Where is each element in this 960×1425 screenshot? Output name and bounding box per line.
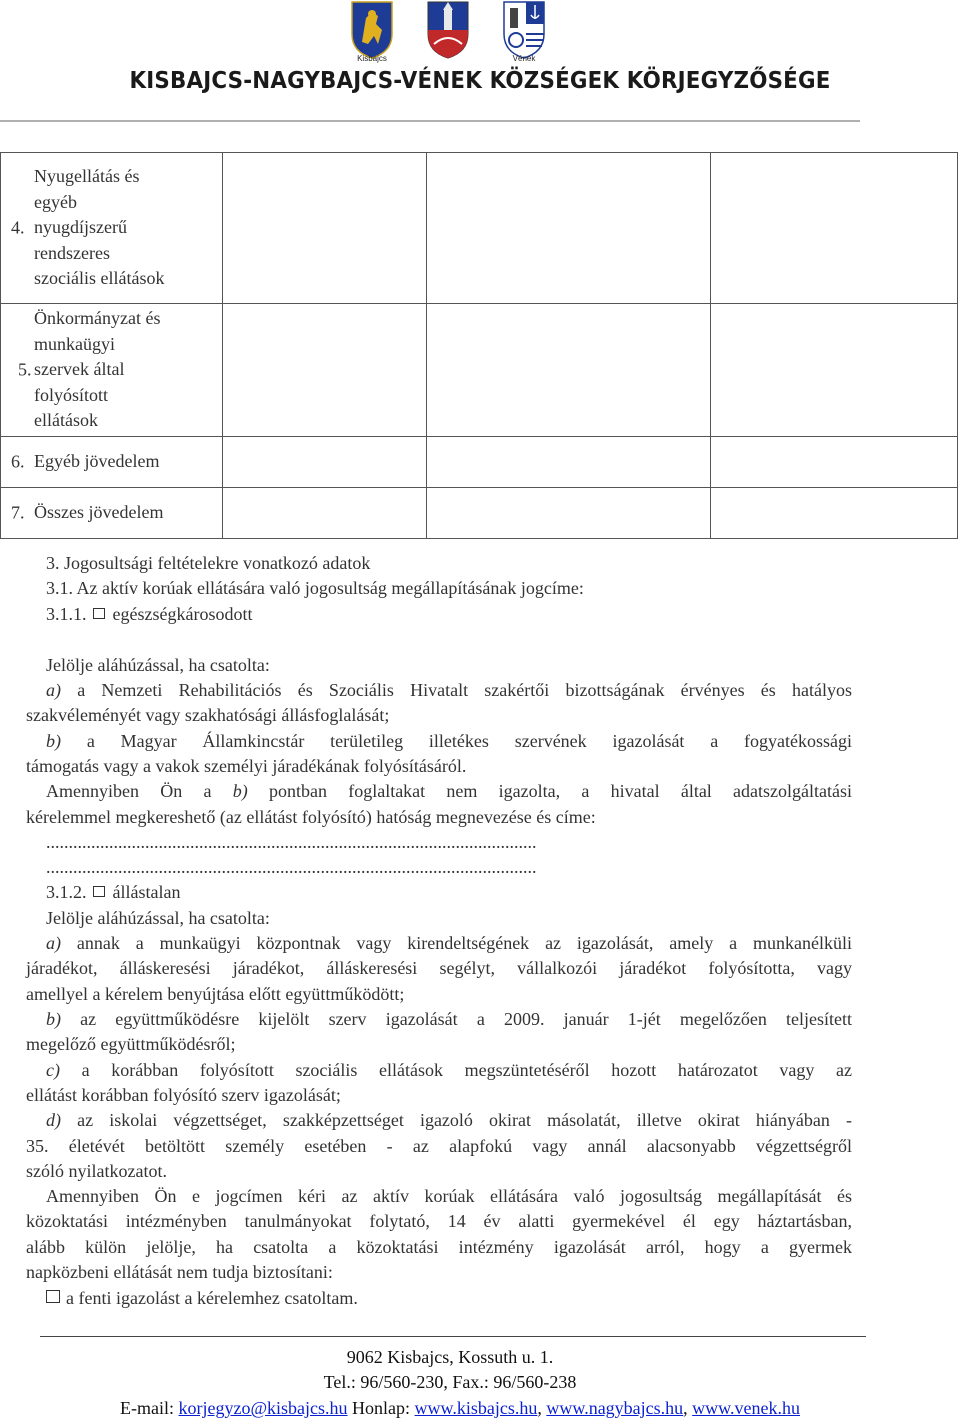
item-letter: d) (46, 1110, 61, 1130)
row-number: 5. (18, 359, 32, 379)
item-b2 (46, 1007, 852, 1033)
fill-line[interactable]: ............................................................................................................. (46, 857, 537, 877)
input-cell[interactable] (427, 153, 711, 304)
item-d2-cont: szóló nyilatkozatot. (26, 1161, 167, 1181)
attach-label: a fenti igazolást a kérelemhez csatoltam. (66, 1288, 358, 1308)
checkbox-icon[interactable] (93, 886, 105, 897)
item-text: a Nemzeti Rehabilitációs és Szociális Hivatalt szakértői bizottságának érvényes és hatályos (77, 680, 852, 700)
item-b2-cont: megelőző együttműködésről; (26, 1034, 236, 1054)
table-row (1, 436, 958, 487)
item-text: a korábban folyósított szociális ellátások megszüntetéséről hozott határozatot vagy az (81, 1060, 852, 1080)
mark-instruction: Jelölje aláhúzással, ha csatolta: (46, 908, 270, 928)
row-number: 7. (11, 501, 25, 522)
crest-caption: Vének (512, 54, 536, 63)
attach-declaration (26, 1286, 852, 1312)
item-text: az iskolai végzettséget, szakképzettséget igazoló okirat másolatát, illetve okirat hiányában - (77, 1110, 853, 1130)
section-number: 3.1.1. (46, 604, 87, 624)
input-cell[interactable] (427, 487, 711, 538)
table-row (1, 304, 958, 437)
section-number: 3.1.2. (46, 882, 87, 902)
input-cell[interactable] (427, 436, 711, 487)
crest-caption: Kisbajcs (357, 54, 387, 63)
item-b1-cont: támogatás vagy a vakok személyi járadékának folyósításáról. (26, 756, 467, 776)
checkbox-icon[interactable] (93, 608, 105, 619)
footer-phone: Tel.: 96/560-230, Fax.: 96/560-238 (323, 1372, 577, 1392)
item-a2-cont: járadékot, álláskeresési járadékot, álláskeresési segélyt, vállalkozói járadékot folyósította, vagy (26, 958, 852, 978)
venek-crest (502, 0, 546, 62)
input-cell[interactable] (711, 487, 958, 538)
item-letter: c) (46, 1060, 60, 1080)
amennyiben-2-cont: közoktatási intézményben tanulmányokat folytató, 14 év alatti gyermekével él egy háztartásban, (26, 1211, 852, 1231)
section-label: állástalan (112, 882, 181, 902)
item-letter: b) (46, 1009, 61, 1029)
row-label-cell (1, 304, 223, 437)
row-number: 6. (11, 450, 25, 471)
row-label-cell (1, 487, 223, 538)
checkbox-icon[interactable] (46, 1290, 60, 1303)
row-label: Egyéb jövedelem (34, 450, 160, 471)
amennyiben-2-cont: napközbeni ellátását nem tudja biztosítani: (26, 1262, 333, 1282)
fill-line[interactable]: ............................................................................................................. (46, 832, 537, 852)
amennyiben-2-cont: alább külön jelölje, ha csatolta a közoktatási intézmény igazolását arról, hogy a gyermek (26, 1237, 852, 1257)
row-label-cell (1, 436, 223, 487)
website-link-venek[interactable]: www.venek.hu (692, 1398, 800, 1418)
footer-contacts (10, 1397, 910, 1419)
section-label: egészségkárosodott (112, 604, 253, 624)
email-label: E-mail: (120, 1398, 174, 1418)
item-a2-cont: amellyel a kérelem benyújtása előtt együttműködött; (26, 984, 405, 1004)
amennyiben-2: Amennyiben Ön e jogcímen kéri az aktív korúak ellátására való jogosultság megállapítását és (46, 1186, 852, 1206)
lion-crest-icon (350, 0, 394, 62)
item-text: az együttműködésre kijelölt szerv igazolását a 2009. január 1-jét megelőzően teljesített (80, 1009, 852, 1029)
separator: , (537, 1398, 542, 1418)
footer-divider (40, 1336, 866, 1337)
web-label: Honlap: (352, 1398, 411, 1418)
item-letter: b) (232, 781, 248, 801)
text-run: Amennyiben Ön a (46, 781, 212, 801)
row-label: Nyugellátás és egyéb nyugdíjszerű rendszeres szociális ellátások (34, 166, 165, 289)
text-run: pontban foglaltakat nem igazolta, a hivatal által adatszolgáltatási (268, 781, 853, 801)
website-link-nagybajcs[interactable]: www.nagybajcs.hu (546, 1398, 684, 1418)
income-table (0, 152, 958, 539)
input-cell[interactable] (711, 436, 958, 487)
input-cell[interactable] (223, 436, 427, 487)
section-3-1-2 (46, 880, 852, 906)
item-text: annak a munkaügyi központnak vagy kirendeltségének az igazolását, amely a munkanélküli (76, 933, 852, 953)
amennyiben-1 (46, 779, 852, 805)
table-row (1, 487, 958, 538)
input-cell[interactable] (427, 304, 711, 437)
item-text: a Magyar Államkincstár területileg illetékes szervének igazolását a fogyatékossági (86, 731, 853, 751)
input-cell[interactable] (223, 153, 427, 304)
table-row (1, 153, 958, 304)
item-d2-cont: 35. életévét betöltött személy esetében - az alapfokú vagy annál alacsonyabb végzettségről (26, 1136, 852, 1156)
kisbajcs-crest (350, 0, 394, 62)
row-label-cell (1, 153, 223, 304)
org-title: KISBAJCS-NAGYBAJCS-VÉNEK KÖZSÉGEK KÖRJEGYZŐSÉGE (129, 68, 831, 94)
item-a2 (46, 931, 852, 957)
input-cell[interactable] (223, 487, 427, 538)
item-letter: a) (46, 933, 61, 953)
row-label: Összes jövedelem (34, 501, 164, 522)
input-cell[interactable] (223, 304, 427, 437)
item-letter: a) (46, 680, 61, 700)
anchor-crest-icon (502, 0, 546, 62)
mark-instruction: Jelölje aláhúzással, ha csatolta: (46, 655, 270, 675)
section-3-1-1 (46, 602, 852, 628)
item-a1 (46, 678, 852, 704)
item-b1 (46, 729, 852, 755)
email-link[interactable]: korjegyzo@kisbajcs.hu (178, 1398, 348, 1418)
footer-address: 9062 Kisbajcs, Kossuth u. 1. (346, 1347, 554, 1367)
input-cell[interactable] (711, 153, 958, 304)
nagybajcs-crest (426, 0, 470, 62)
website-link-kisbajcs[interactable]: www.kisbajcs.hu (414, 1398, 538, 1418)
item-c2 (46, 1058, 852, 1084)
amennyiben-1-cont: kérelemmel megkereshető (az ellátást folyósító) hatóság megnevezése és címe: (26, 807, 596, 827)
item-c2-cont: ellátást korábban folyósító szerv igazolását; (26, 1085, 341, 1105)
row-label: Önkormányzat és munkaügyi szervek által folyósított ellátások (34, 308, 161, 430)
item-a1-cont: szakvéleményét vagy szakhatósági állásfoglalását; (26, 705, 390, 725)
section-3-1-title: 3.1. Az aktív korúak ellátására való jogosultság megállapításának jogcíme: (46, 578, 584, 598)
item-letter: b) (46, 731, 61, 751)
separator: , (683, 1398, 688, 1418)
input-cell[interactable] (711, 304, 958, 437)
row-number: 4. (11, 217, 25, 238)
item-d2 (46, 1108, 852, 1134)
header-divider (0, 120, 860, 122)
church-crest-icon (426, 0, 470, 62)
section-3-title: 3. Jogosultsági feltételekre vonatkozó adatok (46, 553, 371, 573)
crests (350, 0, 550, 70)
